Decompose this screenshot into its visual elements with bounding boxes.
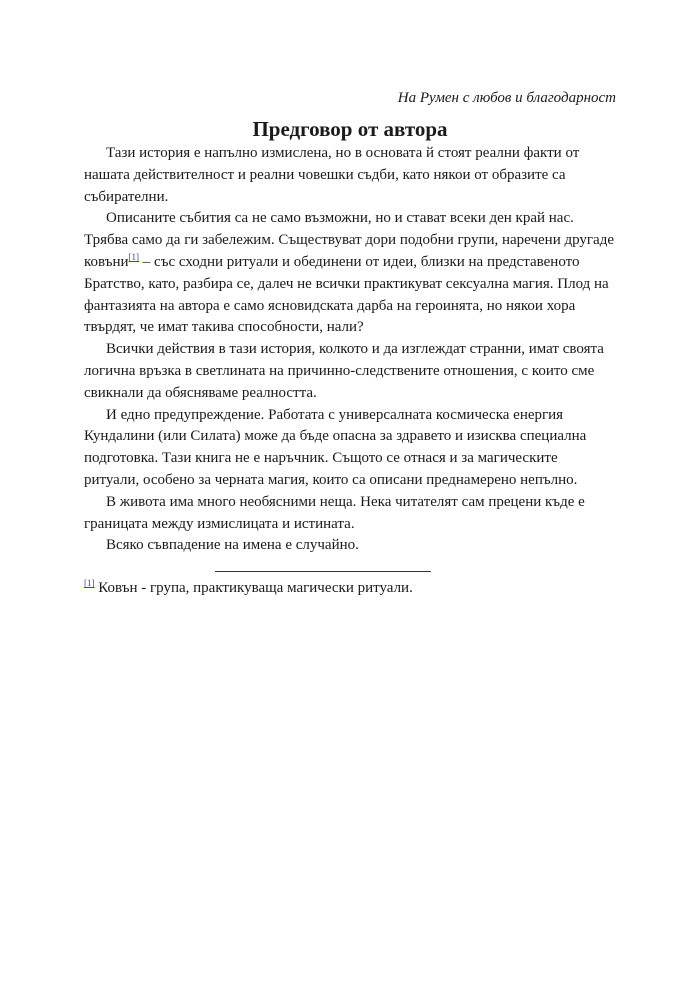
dedication: На Румен с любов и благодарност — [397, 90, 616, 106]
paragraph-6: Всяко съвпадение на имена е случайно. — [106, 537, 359, 554]
footnote-reference-link[interactable]: [1] — [128, 251, 140, 262]
footnote-divider — [215, 571, 431, 572]
paragraph-4: И едно предупреждение. Работата с универсалната космическа енергия Кундалини (или Силата) може да бъде опасна за здравето и изисква специална подготовка. Тази книга не е наръчник. Същото се отнася и за магическите ритуали, особено за черната магия, които са описани преднамерено непълно. — [84, 406, 587, 488]
document-body — [84, 143, 616, 557]
paragraph-3: Всички действия в тази история, колкото и да изглеждат странни, имат своята логична връзка в светлината на причинно-следствените отношения, с които сме свикнали да обясняваме реалността. — [84, 341, 604, 401]
paragraph-1: Тази история е напълно измислена, но в основата й стоят реални факти от нашата действителност и реални човешки съдби, като някои от образите са събирателни. — [84, 145, 580, 205]
page-title: Предговор от автора — [252, 117, 448, 141]
paragraph-5: В живота има много необясними неща. Нека читателят сам прецени къде е границата между измислицата и истината. — [84, 493, 585, 532]
paragraph-2-text-end: – със сходни ритуали и обединени от идеи, близки на представеното Братство, като, разбира се, далеч не всички практикуват сексуална магия. Плод на фантазията на автора е само ясновидската дарба на героинята, но някои хора твърдят, че имат такива способности, нали? — [84, 253, 609, 336]
footnote-text: Ковън - група, практикуваща магически ритуали. — [94, 580, 413, 596]
paragraph-2-text-start: Описаните събития са не само възможни, но и стават всеки ден край нас. Трябва само да ги забележим. Съществуват дори подобни групи, наречени другаде ковъни — [84, 210, 615, 270]
paragraph-2 — [84, 208, 616, 339]
footnote-marker-link[interactable]: [1] — [84, 578, 95, 588]
footnote — [84, 578, 616, 599]
